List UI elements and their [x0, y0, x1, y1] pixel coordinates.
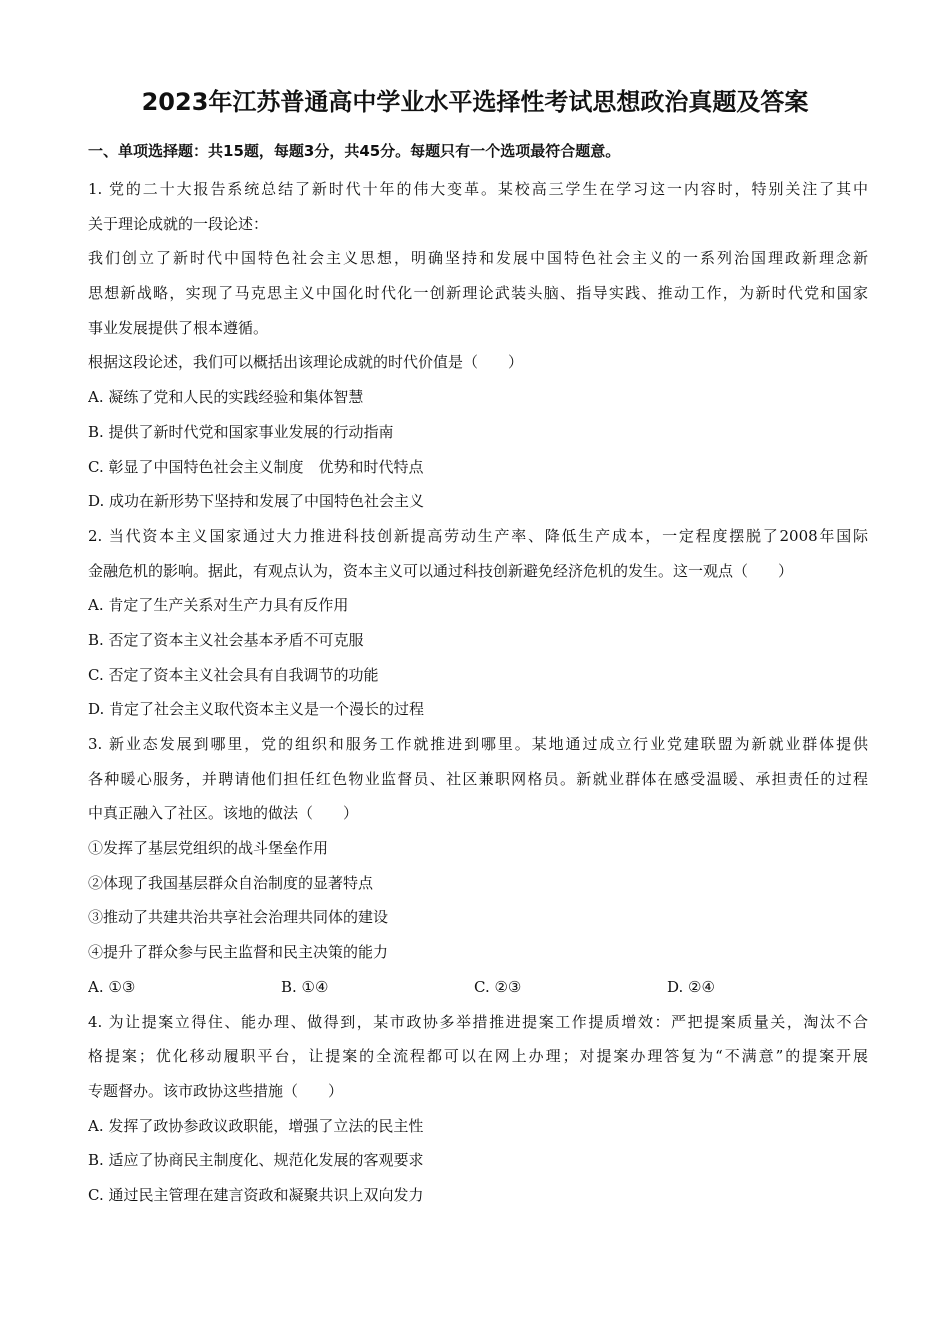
q3-statement-4: ④提升了群众参与民主监督和民主决策的能力 [88, 943, 389, 962]
q1-option-a: A. 凝练了党和人民的实践经验和集体智慧 [88, 388, 364, 407]
q1-option-b: B. 提供了新时代党和国家事业发展的行动指南 [88, 422, 394, 441]
q1-quote-line: 事业发展提供了根本遵循。 [88, 318, 269, 337]
q3-stem-line: 中真正融入了社区。该地的做法（ ） [88, 804, 359, 823]
exam-body [88, 172, 868, 1213]
q3-choice-b: B. ①④ [281, 977, 329, 996]
q4-stem-line: 4. 为让提案立得住、能办理、做得到，某市政协多举措推进提案工作提质增效：严把提案质量关，淘汰不合 [88, 1012, 868, 1031]
q2-option-b: B. 否定了资本主义社会基本矛盾不可克服 [88, 630, 364, 649]
q2-option-a: A. 肯定了生产关系对生产力具有反作用 [88, 596, 349, 615]
q2-option-d: D. 肯定了社会主义取代资本主义是一个漫长的过程 [88, 700, 425, 719]
q3-statement-1: ①发挥了基层党组织的战斗堡垒作用 [88, 839, 329, 858]
section-heading: 一、单项选择题：共15题，每题3分，共45分。每题只有一个选项最符合题意。 [88, 142, 621, 160]
q3-choices [88, 970, 868, 1005]
page-title: 2023年江苏普通高中学业水平选择性考试思想政治真题及答案 [141, 88, 809, 116]
q1-option-c: C. 彰显了中国特色社会主义制度 优势和时代特点 [88, 457, 424, 476]
q3-stem-line: 3. 新业态发展到哪里，党的组织和服务工作就推进到哪里。某地通过成立行业党建联盟为新就业群体提供 [88, 735, 868, 753]
q3-statement-3: ③推动了共建共治共享社会治理共同体的建设 [88, 908, 389, 927]
q3-choice-a: A. ①③ [88, 977, 136, 996]
q4-stem-line: 专题督办。该市政协这些措施（ ） [88, 1081, 344, 1100]
q4-stem-line: 格提案；优化移动履职平台，让提案的全流程都可以在网上办理；对提案办理答复为“不满意”的提案开展 [88, 1047, 868, 1066]
q1-stem-line: 1. 党的二十大报告系统总结了新时代十年的伟大变革。某校高三学生在学习这一内容时，特别关注了其中 [88, 180, 868, 198]
q2-stem-line: 金融危机的影响。据此，有观点认为，资本主义可以通过科技创新避免经济危机的发生。这一观点（ ） [88, 561, 794, 580]
q4-option-a: A. 发挥了政协参政议政职能，增强了立法的民主性 [88, 1116, 424, 1135]
q3-choice-d: D. ②④ [667, 977, 715, 996]
q2-stem-line: 2. 当代资本主义国家通过大力推进科技创新提高劳动生产率、降低生产成本，一定程度摆脱了2008年国际 [88, 526, 868, 545]
q3-stem-line: 各种暖心服务，并聘请他们担任红色物业监督员、社区兼职网格员。新就业群体在感受温暖、承担责任的过程 [88, 769, 868, 788]
q4-option-b: B. 适应了协商民主制度化、规范化发展的客观要求 [88, 1151, 424, 1170]
q1-quote-line: 思想新战略，实现了马克思主义中国化时代化一创新理论武装头脑、指导实践、推动工作，为新时代党和国家 [88, 284, 868, 303]
q2-option-c: C. 否定了资本主义社会具有自我调节的功能 [88, 665, 379, 684]
q3-statement-2: ②体现了我国基层群众自治制度的显著特点 [88, 873, 374, 892]
q1-stem-line: 关于理论成就的一段论述： [88, 214, 269, 233]
q1-option-d: D. 成功在新形势下坚持和发展了中国特色社会主义 [88, 492, 425, 511]
q4-option-c: C. 通过民主管理在建言资政和凝聚共识上双向发力 [88, 1185, 424, 1204]
q1-quote-line: 我们创立了新时代中国特色社会主义思想，明确坚持和发展中国特色社会主义的一系列治国理政新理念新 [88, 249, 868, 268]
q1-question: 根据这段论述，我们可以概括出该理论成就的时代价值是（ ） [88, 353, 524, 372]
q3-choice-c: C. ②③ [474, 977, 522, 996]
